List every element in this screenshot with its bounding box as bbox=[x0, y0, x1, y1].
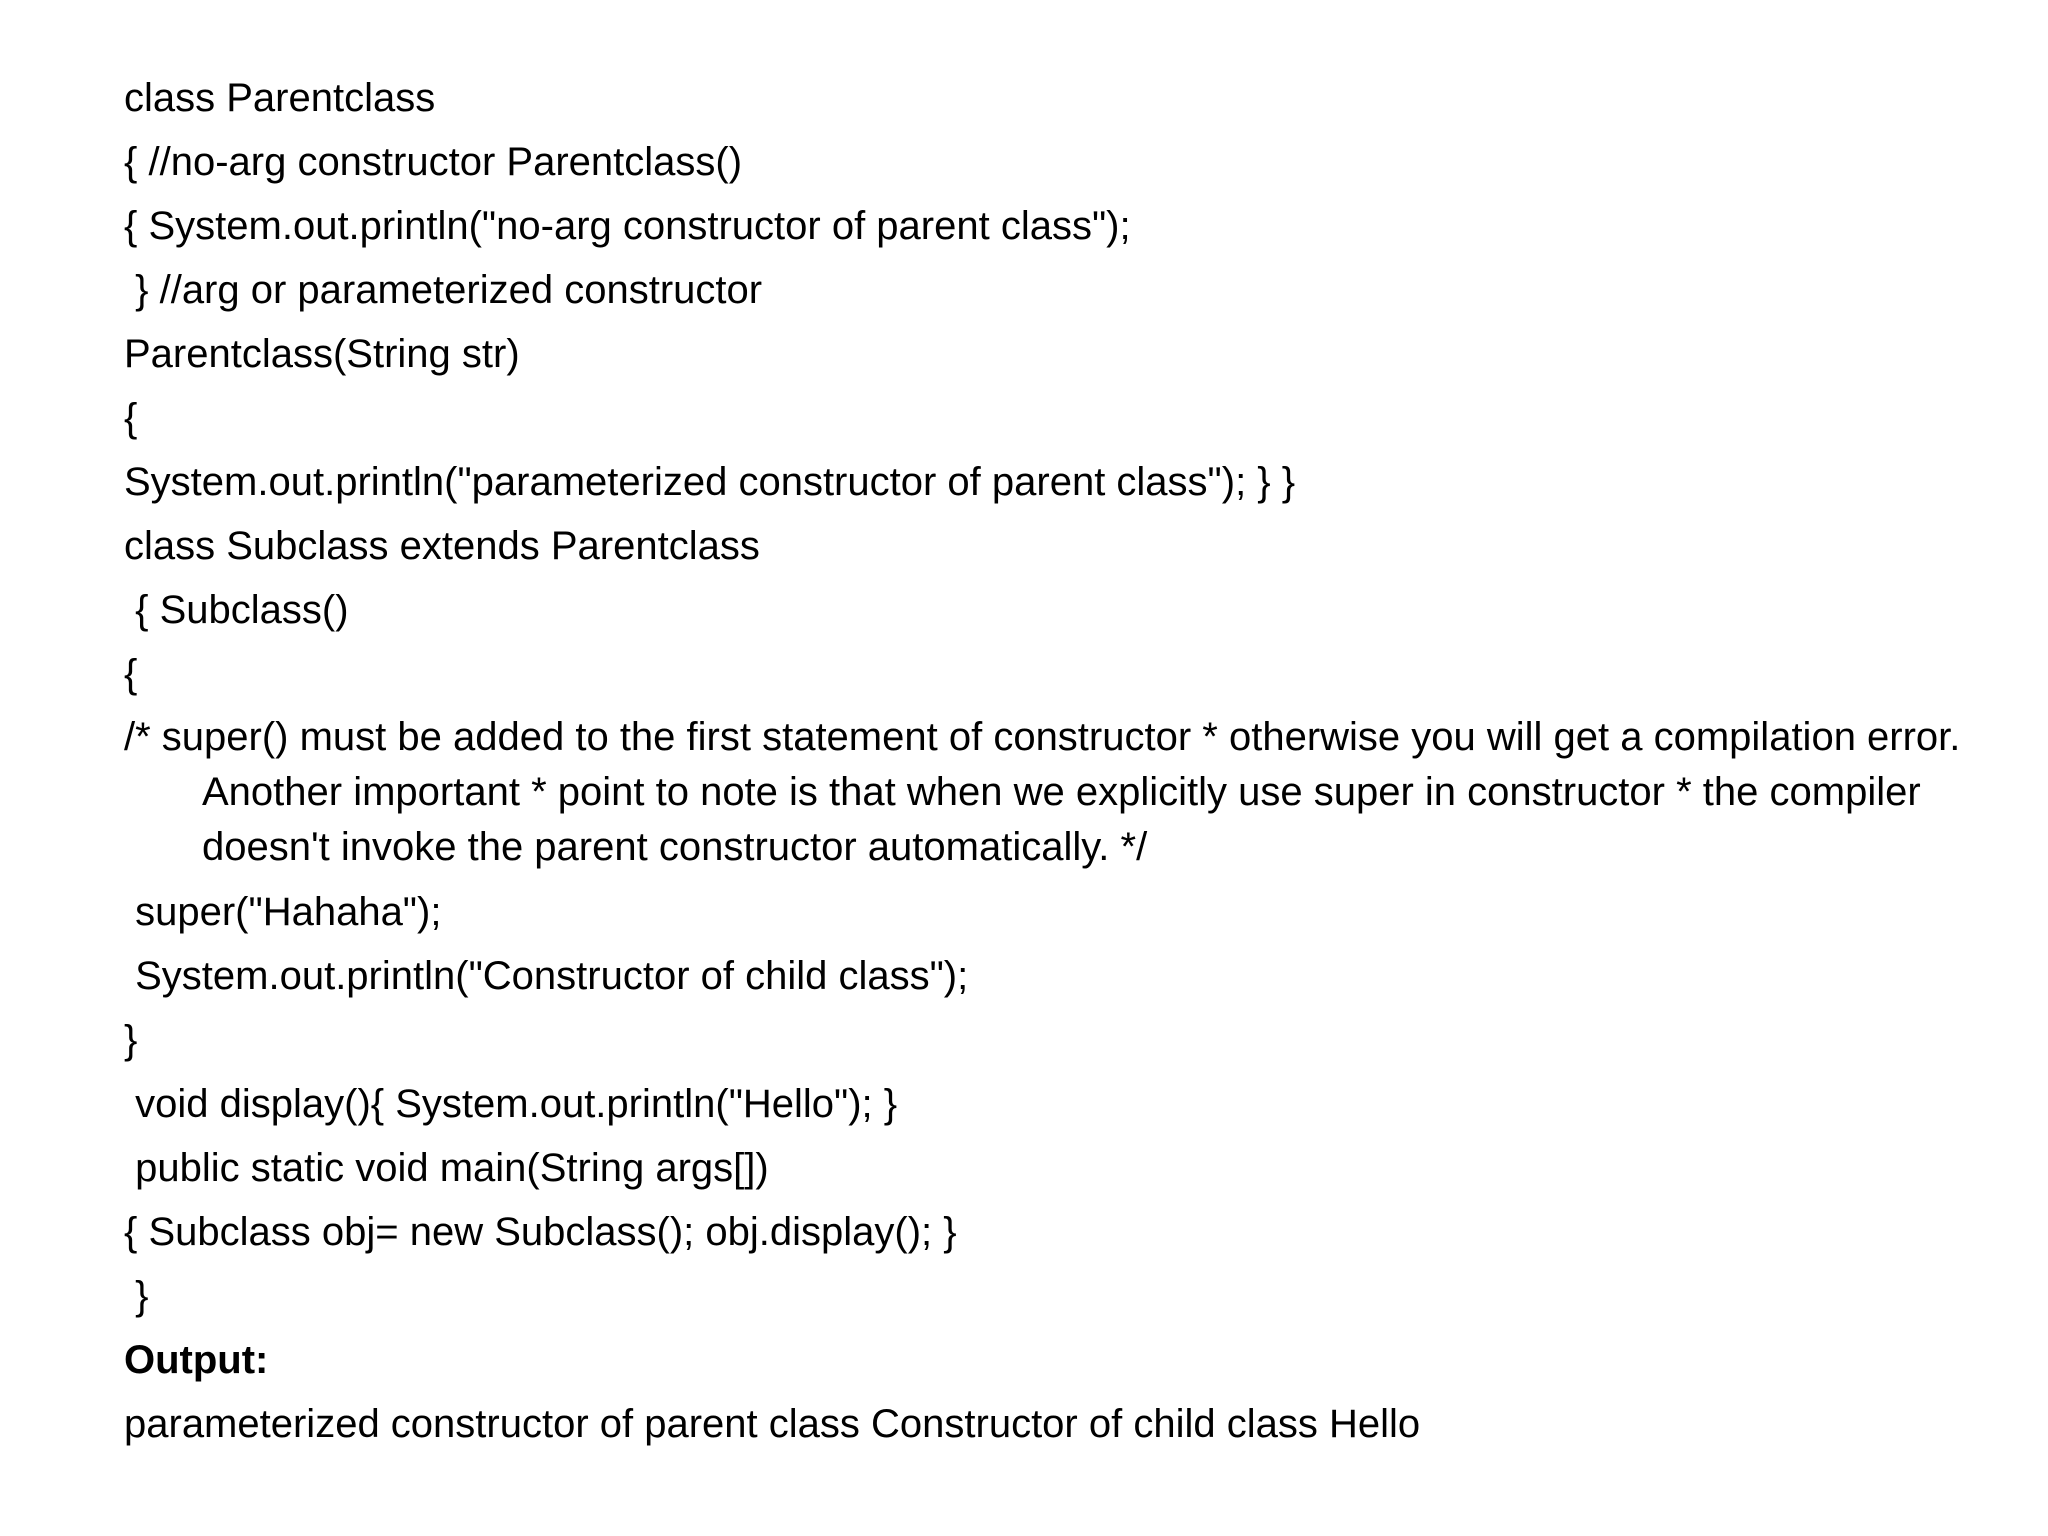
code-line: System.out.println("Constructor of child class"); bbox=[124, 954, 969, 998]
code-line: } bbox=[124, 1018, 138, 1062]
code-content bbox=[124, 66, 1964, 1456]
code-line: } bbox=[124, 1274, 149, 1318]
code-line: { //no-arg constructor Parentclass() bbox=[124, 140, 743, 184]
code-line: { Subclass obj= new Subclass(); obj.display(); } bbox=[124, 1210, 957, 1254]
output-text: parameterized constructor of parent class Constructor of child class Hello bbox=[124, 1402, 1421, 1446]
code-line: { System.out.println("no-arg constructor of parent class"); bbox=[124, 204, 1131, 248]
code-line: { bbox=[124, 396, 138, 440]
code-line: class Parentclass bbox=[124, 76, 436, 120]
code-line: class Subclass extends Parentclass bbox=[124, 524, 760, 568]
code-line: { bbox=[124, 652, 138, 696]
code-line: public static void main(String args[]) bbox=[124, 1146, 769, 1190]
output-label: Output: bbox=[124, 1338, 269, 1382]
code-line: System.out.println("parameterized constructor of parent class"); } } bbox=[124, 460, 1296, 504]
comment-block: /* super() must be added to the first statement of constructor * otherwise you will get a compilation error. Another important * point to note is that when we explicitly use super in constructor * the compiler doesn't invoke the parent constructor automatically. */ bbox=[124, 715, 1961, 869]
code-line: void display(){ System.out.println("Hello"); } bbox=[124, 1082, 898, 1126]
code-line: } //arg or parameterized constructor bbox=[124, 268, 763, 312]
code-line: super("Hahaha"); bbox=[124, 890, 442, 934]
code-line: { Subclass() bbox=[124, 588, 349, 632]
code-line: Parentclass(String str) bbox=[124, 332, 520, 376]
